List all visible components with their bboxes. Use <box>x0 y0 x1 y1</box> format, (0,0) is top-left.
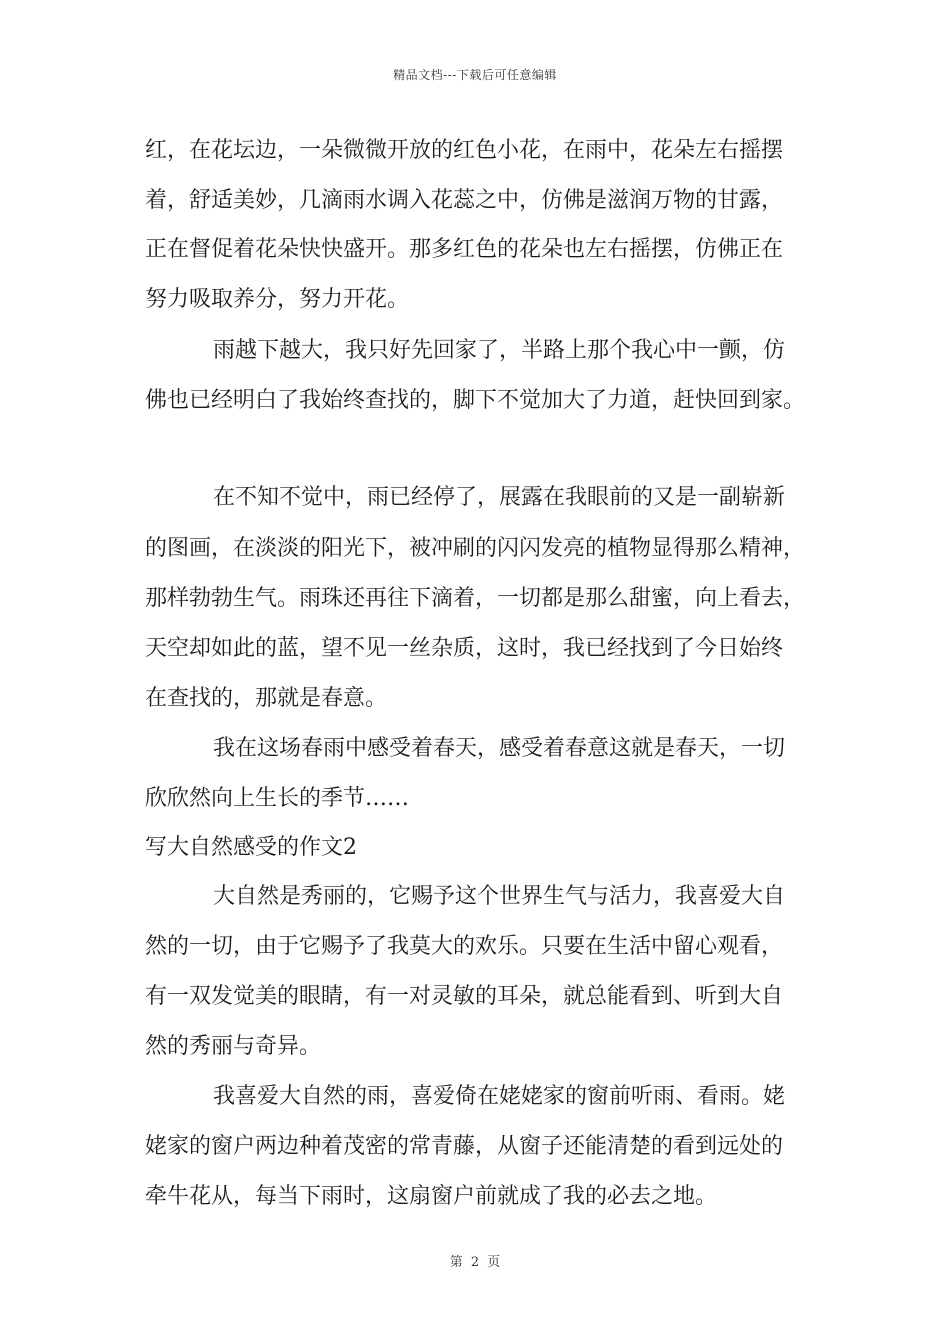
text-line: 在查找的，那就是春意。 <box>145 686 388 711</box>
text-line: 欣欣然向上生长的季节…… <box>145 786 410 811</box>
text-line: 我喜爱大自然的雨，喜爱倚在姥姥家的窗前听雨、看雨。姥 <box>213 1084 786 1109</box>
text-line: 我在这场春雨中感受着春天，感受着春意这就是春天，一切 <box>213 736 786 761</box>
text-line: 红，在花坛边，一朵微微开放的红色小花，在雨中，花朵左右摇摆 <box>145 138 784 163</box>
text-line: 然的秀丽与奇异。 <box>145 1034 322 1059</box>
text-line: 那样勃勃生气。雨珠还再往下滴着，一切都是那么甜蜜，向上看去， <box>145 586 806 611</box>
text-line: 牵牛花从，每当下雨时，这扇窗户前就成了我的必去之地。 <box>145 1184 718 1209</box>
text-line: 大自然是秀丽的，它赐予这个世界生气与活力，我喜爱大自 <box>213 884 786 909</box>
text-line: 然的一切，由于它赐予了我莫大的欢乐。只要在生活中留心观看， <box>145 934 784 959</box>
text-line: 有一双发觉美的眼睛，有一对灵敏的耳朵，就总能看到、听到大自 <box>145 984 784 1009</box>
page-header: 精品文档---下载后可任意编辑 <box>393 68 557 82</box>
page-number-suffix: 页 <box>487 1255 501 1270</box>
text-line: 雨越下越大，我只好先回家了，半路上那个我心中一颤，仿 <box>213 338 786 363</box>
text-line: 努力吸取养分，努力开花。 <box>145 287 410 312</box>
text-line: 的图画，在淡淡的阳光下，被冲刷的闪闪发亮的植物显得那么精神， <box>145 536 806 561</box>
page-number-prefix: 第 <box>449 1255 463 1270</box>
page-number: 2 <box>470 1255 480 1270</box>
page-footer <box>0 1251 950 1270</box>
text-line: 正在督促着花朵快快盛开。那多红色的花朵也左右摇摆，仿佛正在 <box>145 237 784 262</box>
section-heading: 写大自然感受的作文2 <box>145 835 357 860</box>
text-line: 佛也已经明白了我始终查找的，脚下不觉加大了力道，赶快回到家。 <box>145 388 806 413</box>
text-line: 着，舒适美妙，几滴雨水调入花蕊之中，仿佛是滋润万物的甘露， <box>145 188 784 213</box>
text-line: 天空却如此的蓝，望不见一丝杂质，这时，我已经找到了今日始终 <box>145 636 784 661</box>
text-line: 姥家的窗户两边种着茂密的常青藤，从窗子还能清楚的看到远处的 <box>145 1134 784 1159</box>
text-line: 在不知不觉中，雨已经停了，展露在我眼前的又是一副崭新 <box>213 485 786 510</box>
